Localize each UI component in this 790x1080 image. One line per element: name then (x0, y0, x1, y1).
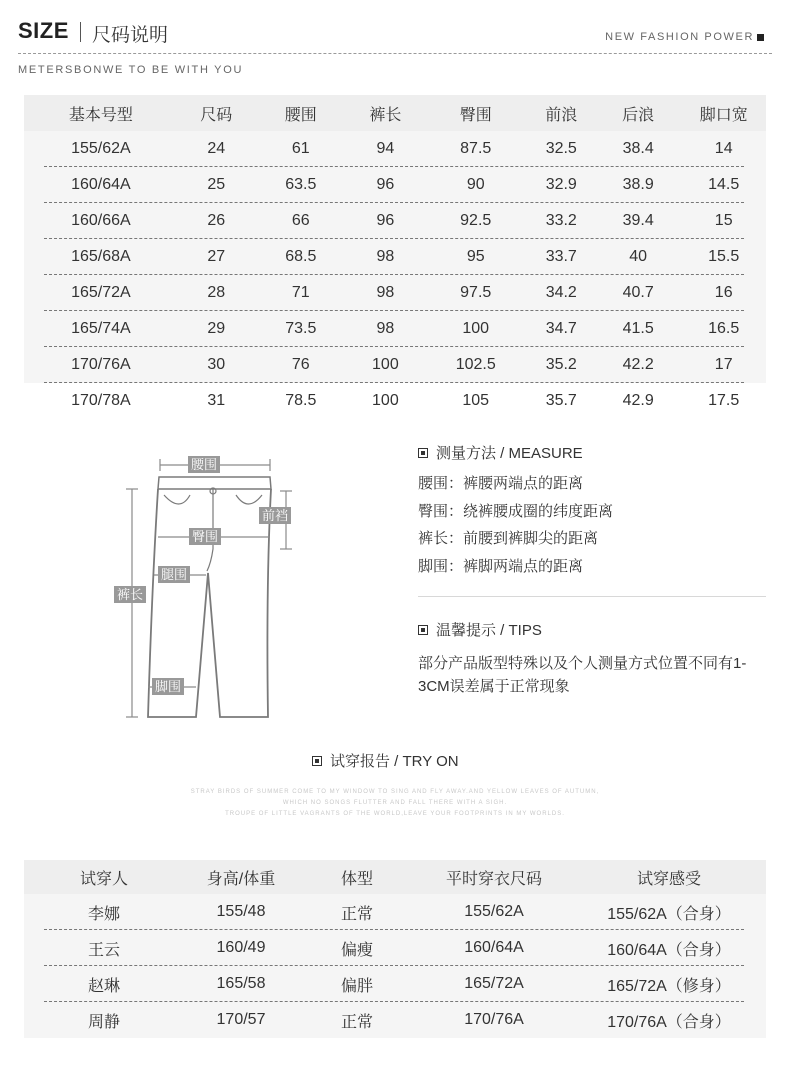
fine-print-line: TROUPE OF LITTLE VAGRANTS OF THE WORLD,LEAVE YOUR FOOTPRINTS IN MY WORLDS. (225, 811, 565, 817)
table-row (24, 203, 766, 239)
table-cell: 32.9 (545, 176, 577, 193)
table-row (24, 347, 766, 383)
brand-tag-text: NEW FASHION POWER (605, 31, 754, 43)
table-cell: 30 (207, 356, 226, 373)
title-divider (80, 22, 81, 42)
table-cell: 160/64A (71, 176, 131, 193)
brand-tag (605, 31, 764, 43)
tryon-table (24, 860, 766, 1038)
column-header: 腰围 (284, 106, 317, 124)
table-cell: 160/64A (464, 939, 524, 956)
table-cell: 92.5 (460, 212, 492, 229)
square-bullet-icon (418, 625, 428, 635)
square-bullet-icon (418, 448, 428, 458)
column-header: 基本号型 (68, 106, 133, 124)
table-row (24, 311, 766, 347)
table-cell: 100 (372, 392, 399, 409)
size-table-header (24, 95, 766, 131)
table-row (24, 1002, 766, 1038)
table-cell: 15.5 (708, 248, 740, 265)
table-cell: 160/66A (71, 212, 131, 229)
column-header: 后浪 (622, 106, 655, 124)
table-cell: 170/76A (464, 1011, 524, 1028)
table-cell: 165/72A (464, 975, 524, 992)
table-cell: 155/48 (216, 903, 266, 920)
table-cell: 14.5 (708, 176, 740, 193)
hem-label: 脚围 (152, 678, 184, 695)
table-cell: 155/62A (464, 903, 524, 920)
table-cell: 155/62A (71, 140, 131, 157)
table-cell: 40.7 (622, 284, 654, 301)
measure-heading (418, 442, 583, 463)
table-cell: 42.9 (622, 392, 654, 409)
table-cell: 98 (376, 320, 395, 337)
table-cell: 165/72A（修身） (607, 977, 731, 995)
column-header: 试穿人 (79, 870, 128, 888)
table-cell: 165/72A (71, 284, 131, 301)
table-row (24, 383, 766, 419)
table-cell: 王云 (87, 941, 120, 959)
measure-item: 裤长：前腰到裤脚尖的距离 (418, 530, 599, 547)
table-row (24, 131, 766, 167)
table-cell: 35.7 (545, 392, 577, 409)
table-cell: 78.5 (285, 392, 317, 409)
table-cell: 155/62A（合身） (607, 905, 731, 923)
table-cell: 16.5 (708, 320, 740, 337)
table-cell: 正常 (340, 905, 373, 923)
table-cell: 96 (376, 212, 395, 229)
table-cell: 170/78A (71, 392, 131, 409)
table-cell: 66 (291, 212, 310, 229)
table-cell: 24 (207, 140, 226, 157)
table-row (24, 966, 766, 1002)
header-divider (18, 53, 772, 54)
table-cell: 100 (462, 320, 490, 337)
size-table-body (24, 131, 766, 419)
table-cell: 周静 (87, 1013, 120, 1031)
table-cell: 160/64A（合身） (607, 941, 731, 959)
measure-heading-text: 测量方法 / MEASURE (436, 445, 583, 462)
table-cell: 63.5 (285, 176, 317, 193)
table-cell: 34.2 (545, 284, 577, 301)
page-subtitle: 尺码说明 (92, 25, 169, 46)
tryon-heading-text: 试穿报告 / TRY ON (330, 753, 459, 770)
table-cell: 42.2 (622, 356, 654, 373)
table-row (24, 167, 766, 203)
tryon-table-body (24, 894, 766, 1038)
table-cell: 97.5 (460, 284, 492, 301)
table-cell: 33.7 (545, 248, 577, 265)
table-cell: 165/74A (71, 320, 131, 337)
table-cell: 33.2 (545, 212, 577, 229)
table-cell: 偏胖 (340, 977, 373, 995)
table-cell: 76 (291, 356, 310, 373)
table-cell: 17 (714, 356, 733, 373)
measure-item: 臀围：绕裤腰成圈的纬度距离 (418, 502, 614, 520)
size-table (24, 95, 766, 419)
fine-print-line: WHICH NO SONGS FLUTTER AND FALL THERE WITH A SIGH. (282, 800, 508, 806)
table-cell: 32.5 (545, 140, 577, 157)
column-header: 臀围 (459, 106, 492, 124)
square-bullet-icon (312, 756, 322, 766)
table-cell: 170/57 (216, 1011, 266, 1028)
table-cell: 39.4 (622, 212, 654, 229)
table-cell: 73.5 (285, 320, 317, 337)
table-cell: 15 (714, 212, 733, 229)
column-header: 体型 (340, 870, 373, 888)
table-cell: 35.2 (545, 356, 577, 373)
table-cell: 赵琳 (87, 977, 120, 995)
table-cell: 95 (466, 248, 485, 265)
table-cell: 94 (376, 140, 395, 157)
table-cell: 100 (372, 356, 399, 373)
table-cell: 170/76A (71, 356, 131, 373)
rise-label: 前裆 (259, 507, 291, 524)
column-header: 尺码 (200, 106, 233, 124)
table-cell: 31 (207, 392, 226, 409)
table-cell: 正常 (340, 1013, 373, 1031)
table-cell: 87.5 (460, 140, 492, 157)
column-header: 前浪 (545, 106, 578, 124)
table-cell: 25 (207, 176, 226, 193)
table-cell: 38.9 (622, 176, 654, 193)
table-cell: 68.5 (285, 248, 317, 265)
table-cell: 102.5 (455, 356, 496, 373)
table-cell: 偏瘦 (340, 941, 373, 959)
table-cell: 28 (207, 284, 226, 301)
page-title: SIZE (18, 18, 69, 43)
table-cell: 160/49 (216, 939, 266, 956)
table-cell: 170/76A（合身） (607, 1013, 731, 1031)
square-icon (757, 34, 764, 41)
waist-label: 腰围 (188, 456, 220, 473)
tips-heading (418, 619, 542, 640)
table-row (24, 930, 766, 966)
table-cell: 14 (714, 140, 733, 157)
column-header: 试穿感受 (636, 870, 701, 888)
table-cell: 165/68A (71, 248, 131, 265)
table-cell: 71 (291, 284, 310, 301)
tryon-table-header (24, 860, 766, 894)
table-row (24, 275, 766, 311)
table-cell: 61 (291, 140, 310, 157)
table-cell: 105 (462, 392, 490, 409)
table-cell: 17.5 (708, 392, 740, 409)
table-cell: 96 (376, 176, 395, 193)
table-cell: 38.4 (622, 140, 654, 157)
tagline: METERSBONWE TO BE WITH YOU (18, 64, 244, 76)
table-cell: 90 (466, 176, 485, 193)
table-cell: 98 (376, 284, 395, 301)
measure-item: 腰围：裤腰两端点的距离 (418, 475, 584, 492)
table-cell: 40 (629, 248, 648, 265)
table-cell: 98 (376, 248, 395, 265)
table-cell: 李娜 (87, 905, 120, 923)
tryon-heading (312, 750, 459, 771)
length-label: 裤长 (114, 586, 146, 603)
measure-list (418, 470, 613, 580)
tips-text: 部分产品版型特殊以及个人测量方式位置不同有1-3CM误差属于正常现象 (418, 655, 747, 695)
hip-label: 臀围 (189, 528, 221, 545)
table-cell: 165/58 (216, 975, 266, 992)
section-divider (418, 596, 766, 597)
tips-heading-text: 温馨提示 / TIPS (436, 622, 542, 639)
column-header: 平时穿衣尺码 (445, 870, 542, 888)
table-cell: 27 (207, 248, 226, 265)
column-header: 脚口宽 (699, 106, 748, 124)
column-header: 身高/体重 (206, 870, 276, 888)
table-cell: 29 (207, 320, 226, 337)
table-cell: 41.5 (622, 320, 654, 337)
table-row (24, 239, 766, 275)
column-header: 裤长 (369, 106, 402, 124)
measure-item: 脚围：裤脚两端点的距离 (418, 557, 584, 575)
table-cell: 26 (207, 212, 226, 229)
table-cell: 34.7 (545, 320, 577, 337)
table-row (24, 894, 766, 930)
pants-diagram (110, 445, 410, 735)
table-cell: 16 (714, 284, 733, 301)
thigh-label: 腿围 (158, 566, 190, 583)
fine-print-line: STRAY BIRDS OF SUMMER COME TO MY WINDOW TO SING AND FLY AWAY.AND YELLOW LEAVES OF AUTUMN, (190, 789, 600, 795)
